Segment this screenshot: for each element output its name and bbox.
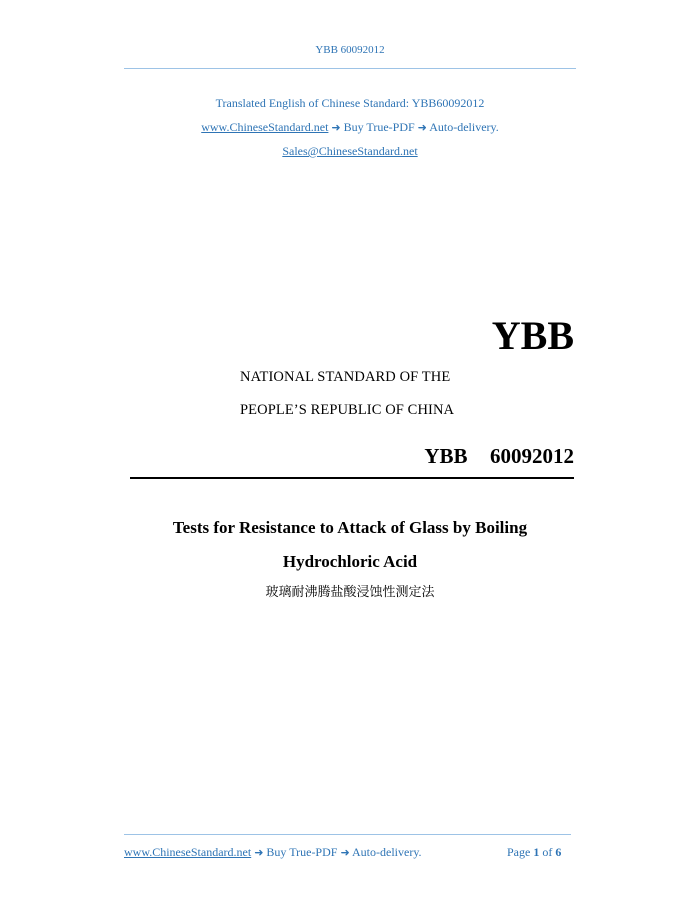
promo-delivery-text: Auto-delivery. xyxy=(429,120,499,134)
promo-buy-line xyxy=(0,120,700,135)
promo-translation-line: Translated English of Chinese Standard: YBB60092012 xyxy=(215,96,485,110)
page-current: 1 xyxy=(533,845,540,859)
header-divider xyxy=(124,68,576,69)
title-divider xyxy=(130,477,574,479)
footer-site-link[interactable]: www.ChineseStandard.net xyxy=(124,845,252,859)
standard-number: YBB 60092012 xyxy=(424,444,574,468)
header-standard-code: YBB 60092012 xyxy=(315,44,385,56)
right-arrow-icon: ➜ xyxy=(331,121,341,134)
right-arrow-icon: ➜ xyxy=(254,846,264,859)
promo-email-line xyxy=(0,144,700,159)
right-arrow-icon: ➜ xyxy=(417,121,427,134)
page-total: 6 xyxy=(555,845,562,859)
footer-delivery-text: Auto-delivery. xyxy=(352,845,422,859)
promo-buy-text: Buy True-PDF xyxy=(343,120,415,134)
document-title-line2: Hydrochloric Acid xyxy=(282,552,418,571)
national-standard-line1: NATIONAL STANDARD OF THE xyxy=(240,369,451,385)
page-indicator xyxy=(507,845,561,860)
document-title-line1: Tests for Resistance to Attack of Glass by Boiling xyxy=(172,518,528,537)
right-arrow-icon: ➜ xyxy=(340,846,350,859)
promo-site-link[interactable]: www.ChineseStandard.net xyxy=(201,120,329,134)
of-label: of xyxy=(542,845,553,859)
footer-divider xyxy=(124,834,571,835)
footer-buy-text: Buy True-PDF xyxy=(266,845,338,859)
page-label: Page xyxy=(507,845,531,859)
document-title-chinese: 玻璃耐沸腾盐酸浸蚀性测定法 xyxy=(265,585,435,600)
national-standard-line2: PEOPLE’S REPUBLIC OF CHINA xyxy=(240,402,455,418)
ybb-logo-text: YBB xyxy=(491,313,574,358)
footer-buy-line xyxy=(124,845,422,860)
sales-email-link[interactable]: Sales@ChineseStandard.net xyxy=(282,144,418,158)
